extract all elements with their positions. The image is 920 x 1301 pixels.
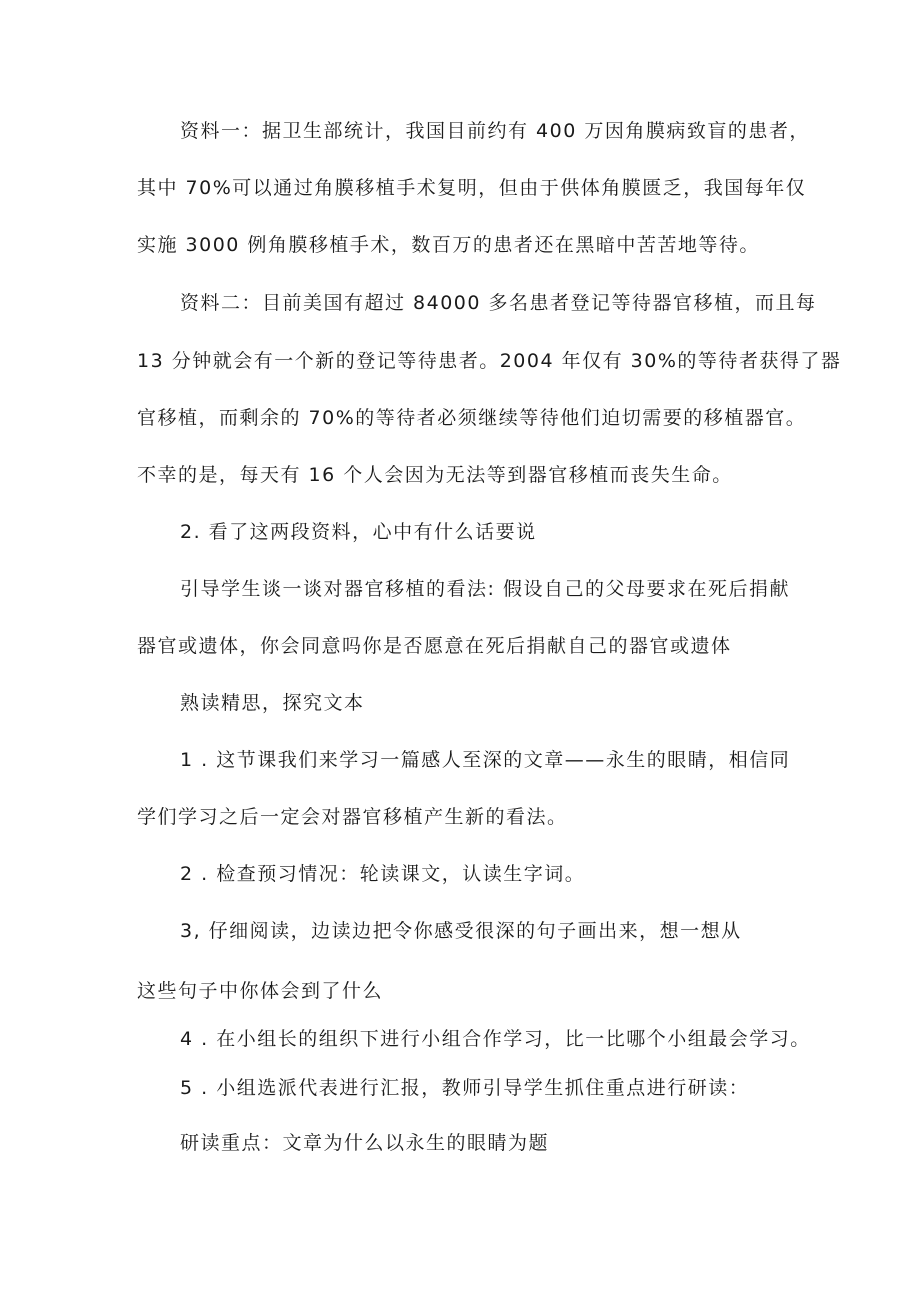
section-heading: 熟读精思，探究文本 xyxy=(180,692,365,714)
step-4: 4 . 在小组长的组织下进行小组合作学习，比一比哪个小组最会学习。 xyxy=(180,1028,811,1050)
step-3-line-1: 3, 仔细阅读，边读边把令你感受很深的句子画出来，想一想从 xyxy=(180,920,742,942)
material-1-line-2: 其中 70%可以通过角膜移植手术复明，但由于供体角膜匮乏，我国每年仅 xyxy=(137,177,807,199)
step-1-line-1: 1 . 这节课我们来学习一篇感人至深的文章——永生的眼睛，相信同 xyxy=(180,749,791,771)
step-3-line-2: 这些句子中你体会到了什么 xyxy=(137,980,384,1002)
question-2: 2. 看了这两段资料，心中有什么话要说 xyxy=(180,521,537,543)
step-5: 5 . 小组选派代表进行汇报，教师引导学生抓住重点进行研读： xyxy=(180,1077,750,1099)
guide-line-2: 器官或遗体，你会同意吗你是否愿意在死后捐献自己的器官或遗体 xyxy=(137,635,732,657)
step-2: 2 . 检查预习情况：轮读课文，认读生字词。 xyxy=(180,863,586,885)
material-2-line-2: 13 分钟就会有一个新的登记等待患者。2004 年仅有 30%的等待者获得了器 xyxy=(137,350,842,372)
step-1-line-2: 学们学习之后一定会对器官移植产生新的看法。 xyxy=(137,806,568,828)
focus-line: 研读重点：文章为什么以永生的眼睛为题 xyxy=(180,1132,550,1154)
material-2-line-3: 官移植，而剩余的 70%的等待者必须继续等待他们迫切需要的移植器官。 xyxy=(137,407,807,429)
guide-line-1: 引导学生谈一谈对器官移植的看法: 假设自己的父母要求在死后捐献 xyxy=(180,578,790,600)
material-2-line-1: 资料二：目前美国有超过 84000 多名患者登记等待器官移植，而且每 xyxy=(180,292,817,314)
material-1-line-3: 实施 3000 例角膜移植手术，数百万的患者还在黑暗中苦苦地等待。 xyxy=(137,234,760,256)
material-2-line-4: 不幸的是，每天有 16 个人会因为无法等到器官移植而丧失生命。 xyxy=(137,464,733,486)
material-1-line-1: 资料一：据卫生部统计，我国目前约有 400 万因角膜病致盲的患者， xyxy=(180,120,810,142)
